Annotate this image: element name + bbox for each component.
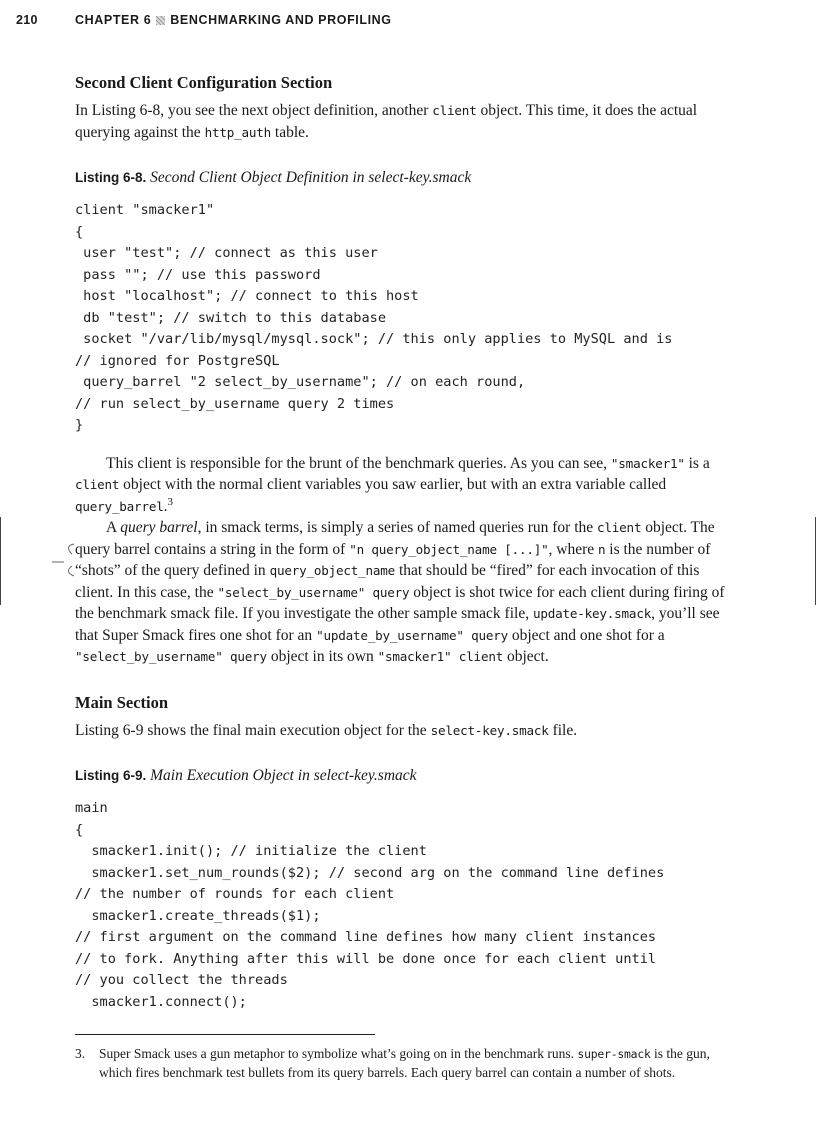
footnote-reference[interactable]: 3 xyxy=(167,495,173,508)
running-head xyxy=(75,13,392,27)
listing-caption-6-9: Listing 6-9. Main Execution Object in select-key.smack xyxy=(75,767,417,784)
listing-caption-6-8: Listing 6-8. Second Client Object Definition in select-key.smack xyxy=(75,169,472,186)
footnote xyxy=(75,1045,740,1082)
chapter-label: CHAPTER 6 xyxy=(75,13,152,27)
footnote-text: Super Smack uses a gun metaphor to symbolize what’s going on in the benchmark runs. super-smack is the gun, which fires benchmark test bullets from its query barrels. Each query barrel can contain a number of shots. xyxy=(99,1046,710,1080)
crop-mark-left xyxy=(0,517,1,605)
page-number: 210 xyxy=(16,13,38,27)
separator-square-icon xyxy=(156,16,165,25)
code-listing-6-8: client "smacker1" { user "test"; // connect as this user pass ""; // use this password host "localhost"; // connect to this host db "test"; // switch to this database socket "/var/lib/mysql/mysql.sock"; // this only applies to MySQL and is // ignored for PostgreSQL query_barrel "2 select_by_username"; // on each round, // run select_by_username query 2 times } xyxy=(75,202,673,433)
section-heading-client: Second Client Configuration Section xyxy=(75,73,333,92)
footnote-number: 3. xyxy=(75,1046,86,1061)
code-listing-6-9: main { smacker1.init(); // initialize the client smacker1.set_num_rounds($2); // second arg on the command line defines // the number of rounds for each client smacker1.create_threads($1); // first argument on the command line defines how many client instances // to fork. Anything after this will be done once for each client until // you collect the threads smacker1.connect(); xyxy=(75,800,665,1010)
paragraph-query-barrel: A query barrel, in smack terms, is simply a series of named queries run for the client object. The query barrel contains a string in the form of "n query_object_name [...]", where n is the number of “shots” of the query defined in query_object_name that should be “fired” for each invocation of this client. In this case, the "select_by_username" query object is shot twice for each client during firing of the benchmark smack file. If you investigate the other sample smack file, update-key.smack, you’ll see that Super Smack fires one shot for an "update_by_username" query object and one shot for a "select_by_username" query object in its own "smacker1" client object. xyxy=(75,519,725,665)
section-heading-main: Main Section xyxy=(75,692,169,712)
paragraph-client-responsibility: This client is responsible for the brunt of the benchmark queries. As you can see, "smacker1" is a client object with the normal client variables you saw earlier, but with an extra variable called query_barrel.$^3$ xyxy=(75,454,710,515)
section-intro-paragraph: In Listing 6-8, you see the next object definition, another client object. This time, it does the actual querying against the http_auth table. xyxy=(75,102,698,141)
main-section-intro: Listing 6-9 shows the final main execution object for the select-key.smack file. xyxy=(75,721,578,739)
chapter-title: BENCHMARKING AND PROFILING xyxy=(170,13,392,27)
page-content xyxy=(75,72,740,1013)
footnote-rule xyxy=(75,1034,375,1035)
